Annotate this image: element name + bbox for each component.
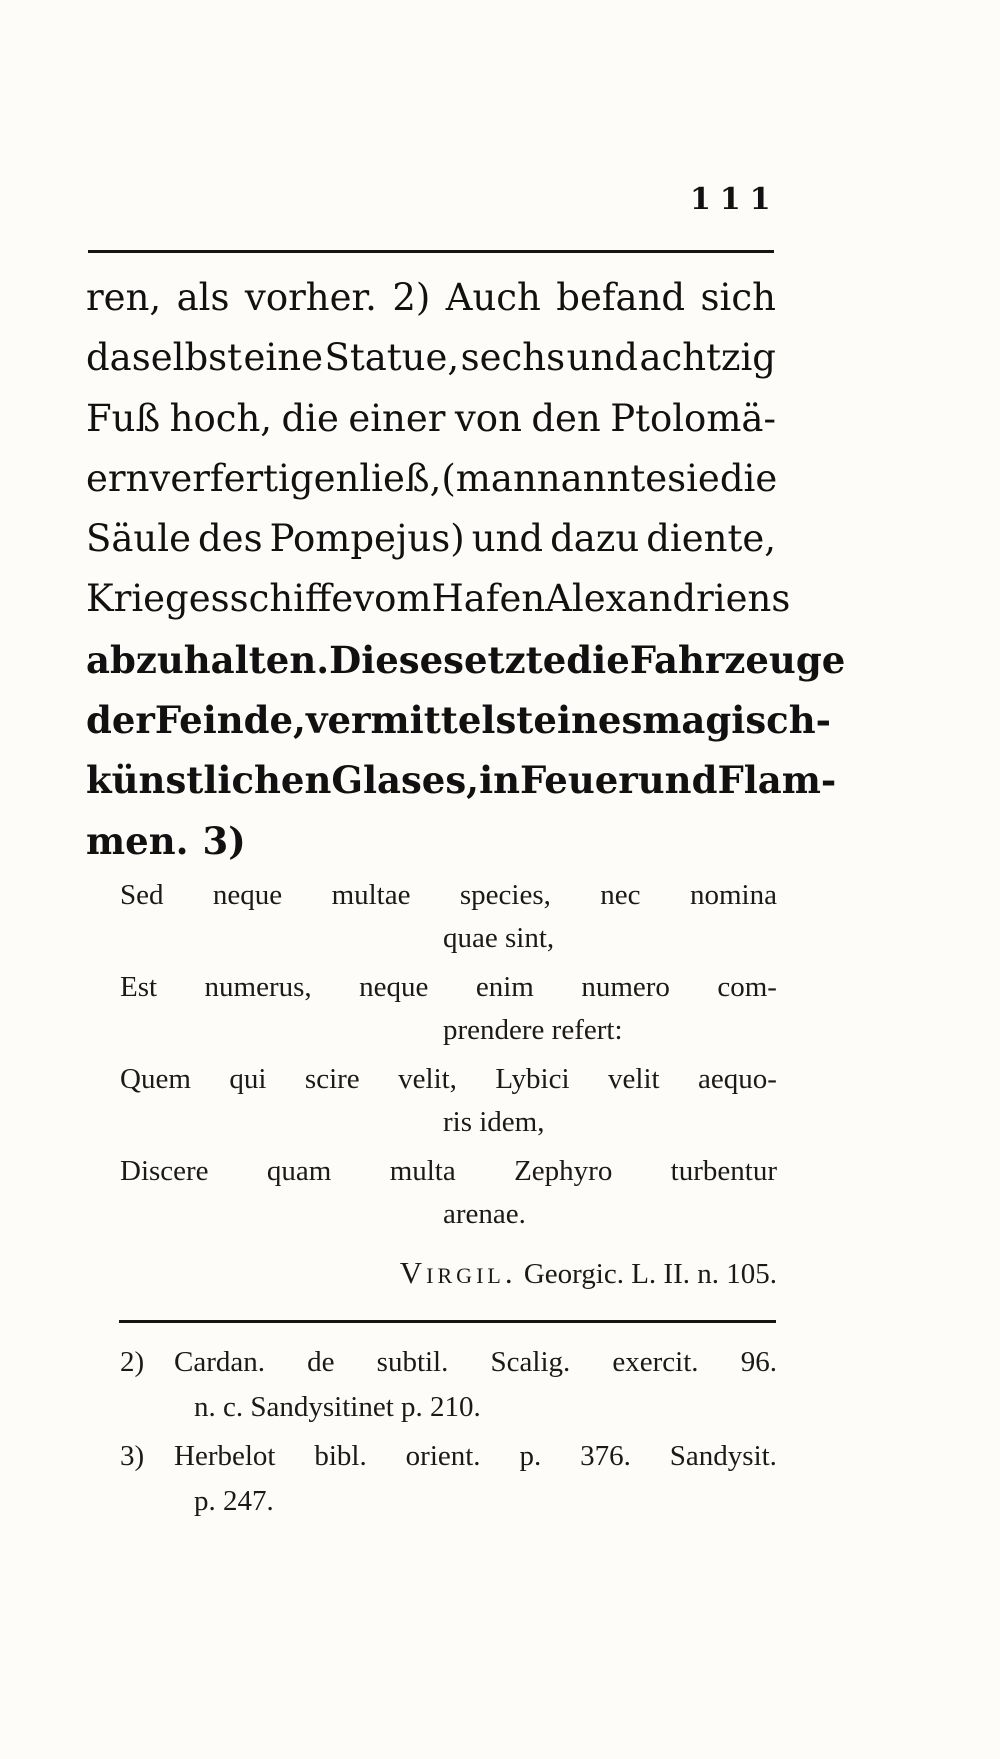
word: p. <box>519 1440 542 1472</box>
word: Herbelot <box>174 1440 276 1472</box>
text-line <box>86 449 776 509</box>
word: Fuß <box>86 396 161 440</box>
word: vom <box>353 577 432 621</box>
verse-quotation <box>120 872 777 1298</box>
word: Lybici <box>495 1063 570 1095</box>
verse-continuation: prendere refert: <box>443 1014 623 1046</box>
word: künstlichen <box>86 758 332 803</box>
footnote-text <box>174 1340 777 1384</box>
text-line <box>86 268 776 328</box>
text-line <box>86 328 776 388</box>
word: neque <box>359 971 429 1003</box>
word: 376. <box>580 1440 631 1472</box>
word: numerus, <box>204 971 312 1003</box>
word: ern <box>86 456 150 500</box>
word: exercit. <box>612 1346 699 1378</box>
word: von <box>454 396 522 440</box>
word: ließ, <box>359 456 442 500</box>
word: multa <box>389 1155 456 1187</box>
word: vorher. <box>244 276 377 319</box>
word: 96. <box>740 1346 777 1378</box>
word: die <box>719 456 778 500</box>
word: hoch, <box>169 396 273 440</box>
word: qui <box>229 1063 267 1095</box>
word: Säule <box>86 517 191 561</box>
word: Zephyro <box>514 1155 613 1187</box>
word: Statue, <box>324 336 460 380</box>
word: nannte <box>536 456 668 500</box>
word: Pompejus) <box>269 517 465 561</box>
word: verfertigen <box>149 456 360 500</box>
word: Sandysit. <box>669 1440 777 1472</box>
word: scire <box>304 1063 360 1095</box>
word: Discere <box>120 1155 209 1187</box>
word: men. <box>86 818 189 863</box>
text-line <box>86 630 846 690</box>
footnote-marker: 2) <box>120 1346 145 1378</box>
verse-line <box>120 1056 777 1102</box>
word: der <box>86 698 155 743</box>
verse-citation <box>120 1248 777 1298</box>
word: Scalig. <box>490 1346 571 1378</box>
word: Feuer <box>520 758 638 803</box>
footnote-continuation: n. c. Sandysitinet p. 210. <box>194 1391 481 1423</box>
word: diente, <box>646 517 776 561</box>
verse-line <box>120 964 777 1010</box>
main-text <box>86 268 846 871</box>
word: Fahrzeuge <box>629 637 846 682</box>
citation-author: Virgil. <box>399 1255 517 1290</box>
word: als <box>176 276 230 319</box>
word: befand <box>556 276 686 319</box>
word: species, <box>459 879 551 911</box>
verse-line <box>120 1148 777 1194</box>
verse-continuation: arenae. <box>443 1198 526 1230</box>
header-rule <box>88 250 774 253</box>
word: multae <box>331 879 411 911</box>
word: die <box>566 637 630 682</box>
word: Auch <box>445 276 541 319</box>
word: daselbst <box>86 336 243 380</box>
word: Diese <box>329 637 444 682</box>
word: sich <box>700 276 776 319</box>
text-line <box>86 690 831 750</box>
word: Sed <box>120 879 164 911</box>
word: com- <box>717 971 777 1003</box>
word: (man <box>441 456 537 500</box>
word: Est <box>120 971 158 1003</box>
word: velit, <box>398 1063 457 1095</box>
word: neque <box>212 879 283 911</box>
word: den <box>531 396 601 440</box>
word: Glases, <box>331 758 480 803</box>
verse-continuation: quae sint, <box>443 922 555 954</box>
verse-continuation: ris idem, <box>443 1106 545 1138</box>
word: setzte <box>443 637 567 682</box>
text-line <box>86 509 776 569</box>
word: orient. <box>405 1440 481 1472</box>
word: bibl. <box>314 1440 367 1472</box>
word: Hafen <box>431 577 546 621</box>
word: achtzig <box>639 336 776 380</box>
word: nec <box>600 879 641 911</box>
word: quam <box>266 1155 332 1187</box>
text-line <box>86 389 776 449</box>
word: magisch- <box>642 698 831 743</box>
word: dazu <box>550 517 640 561</box>
word: vermittelst <box>305 698 534 743</box>
word: Alexandriens <box>545 577 791 621</box>
word: numero <box>581 971 670 1003</box>
word: 2) <box>392 276 431 319</box>
footnote-continuation: p. 247. <box>194 1485 274 1517</box>
word: ren, <box>86 276 162 319</box>
word: und <box>471 517 544 561</box>
verse-line <box>120 872 777 918</box>
word: sie <box>667 456 720 500</box>
word: de <box>307 1346 335 1378</box>
text-line <box>86 811 776 871</box>
word: velit <box>608 1063 660 1095</box>
citation-source: Georgic. L. II. n. 105. <box>523 1258 777 1290</box>
word: eine <box>243 336 323 380</box>
word: die <box>281 396 339 440</box>
word: abzuhalten. <box>86 637 330 682</box>
word: und <box>637 758 718 803</box>
text-line <box>86 750 837 810</box>
word: Kriegesschiffe <box>86 577 354 621</box>
footnote-text <box>174 1434 777 1478</box>
word: einer <box>348 396 446 440</box>
footnotes <box>120 1340 777 1528</box>
word: 3) <box>202 818 246 863</box>
word: und <box>566 336 638 380</box>
word: sechs <box>460 336 566 380</box>
word: subtil. <box>376 1346 449 1378</box>
word: eines <box>533 698 643 743</box>
footnote-rule <box>119 1320 776 1323</box>
word: des <box>198 517 263 561</box>
word: Feinde, <box>154 698 306 743</box>
word: Ptolomä- <box>610 396 776 440</box>
footnote-marker: 3) <box>120 1440 145 1472</box>
word: Flam- <box>717 758 837 803</box>
word: enim <box>475 971 534 1003</box>
word: Quem <box>120 1063 191 1095</box>
text-line <box>86 569 791 629</box>
word: in <box>479 758 521 803</box>
word: nomina <box>689 879 777 911</box>
footnote <box>120 1340 777 1384</box>
page-number: 111 <box>690 182 780 217</box>
word: turbentur <box>670 1155 777 1187</box>
footnote <box>120 1434 777 1478</box>
word: aequo- <box>698 1063 777 1095</box>
word: Cardan. <box>174 1346 265 1378</box>
